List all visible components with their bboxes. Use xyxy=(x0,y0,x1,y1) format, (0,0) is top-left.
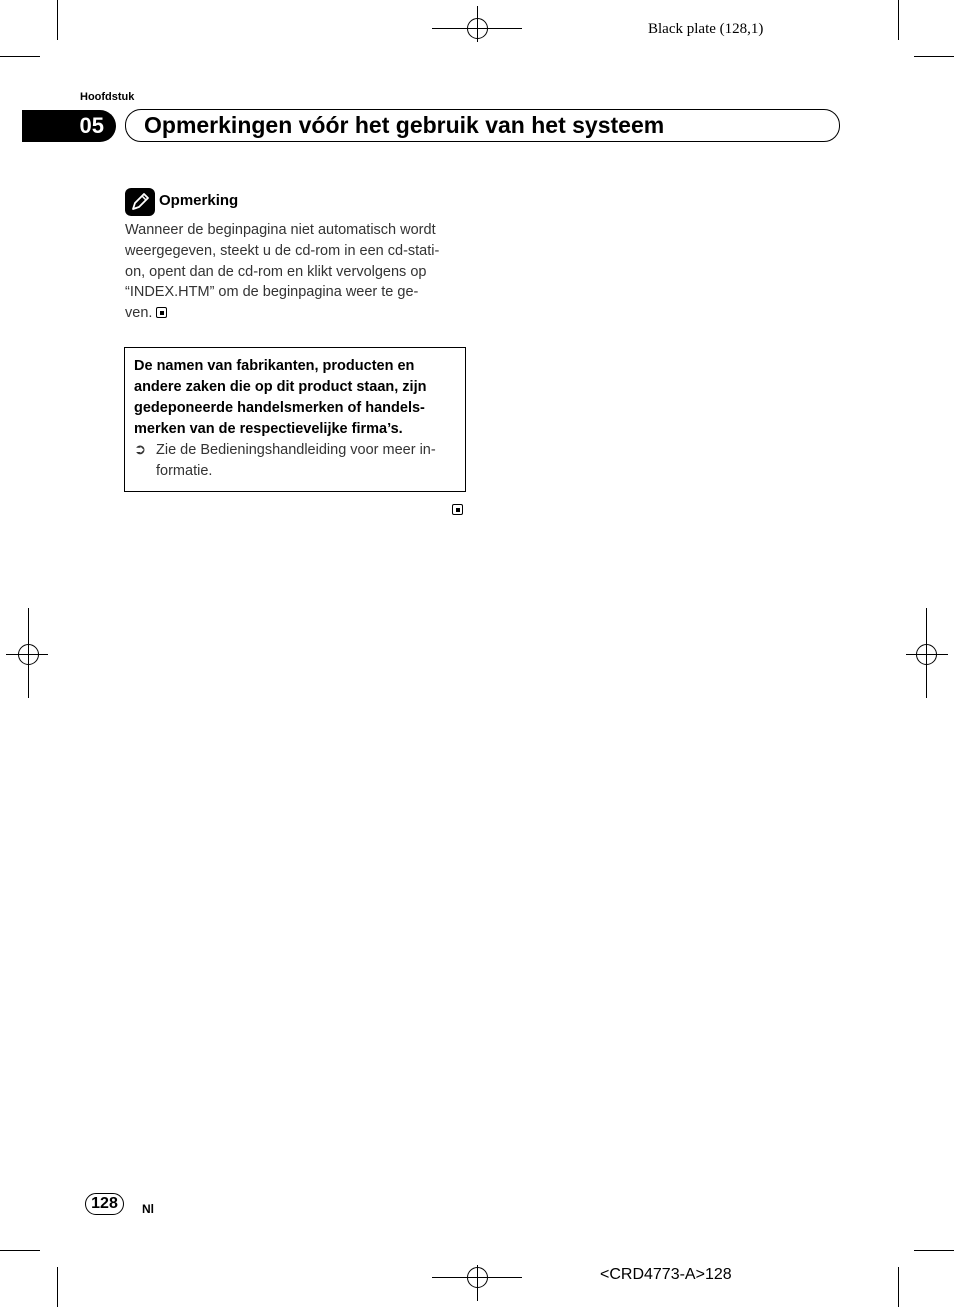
plate-label: Black plate (128,1) xyxy=(648,21,764,37)
crop-mark xyxy=(898,0,899,40)
note-line: “INDEX.HTM” om de beginpagina weer te ge- xyxy=(125,284,419,301)
end-of-section-icon xyxy=(156,307,167,318)
page-number-text: 128 xyxy=(91,1195,118,1212)
page-number xyxy=(85,1193,124,1215)
chapter-number xyxy=(22,110,116,142)
end-of-section-icon xyxy=(452,504,463,515)
note-heading: Opmerking xyxy=(159,192,239,209)
crop-mark xyxy=(898,1267,899,1307)
crop-mark xyxy=(57,1267,58,1307)
trademark-line: De namen van fabrikanten, producten en xyxy=(134,358,415,374)
reference-line: Zie de Bedieningshandleiding voor meer in- xyxy=(156,442,436,458)
pencil-note-icon xyxy=(125,188,155,216)
language-code: Nl xyxy=(142,1202,154,1216)
note-paragraph xyxy=(125,220,470,324)
document-code: <CRD4773-A>128 xyxy=(600,1266,732,1283)
note-line: weergegeven, steekt u de cd-rom in een cd-stati- xyxy=(125,242,440,259)
note-line: Wanneer de beginpagina niet automatisch wordt xyxy=(125,222,436,238)
trademark-box xyxy=(124,347,466,492)
trademark-line: merken van de respectievelijke firma’s. xyxy=(134,421,403,437)
arrow-icon: ➲ xyxy=(134,442,147,458)
crop-mark xyxy=(57,0,58,40)
crop-mark xyxy=(0,1250,40,1251)
crop-mark xyxy=(914,56,954,57)
crop-mark xyxy=(914,1250,954,1251)
trademark-line: gedeponeerde handelsmerken of handels- xyxy=(134,400,425,416)
crop-mark xyxy=(0,56,40,57)
note-line: on, opent dan de cd-rom en klikt vervolgens op xyxy=(125,263,427,280)
reference-line: formatie. xyxy=(156,462,213,479)
chapter-title xyxy=(125,109,840,142)
trademark-line: andere zaken die op dit product staan, zijn xyxy=(134,379,427,395)
chapter-number-text: 05 xyxy=(79,113,104,138)
chapter-label: Hoofdstuk xyxy=(80,91,135,103)
note-line: ven. xyxy=(125,305,153,322)
chapter-title-text: Opmerkingen vóór het gebruik van het systeem xyxy=(144,112,665,138)
